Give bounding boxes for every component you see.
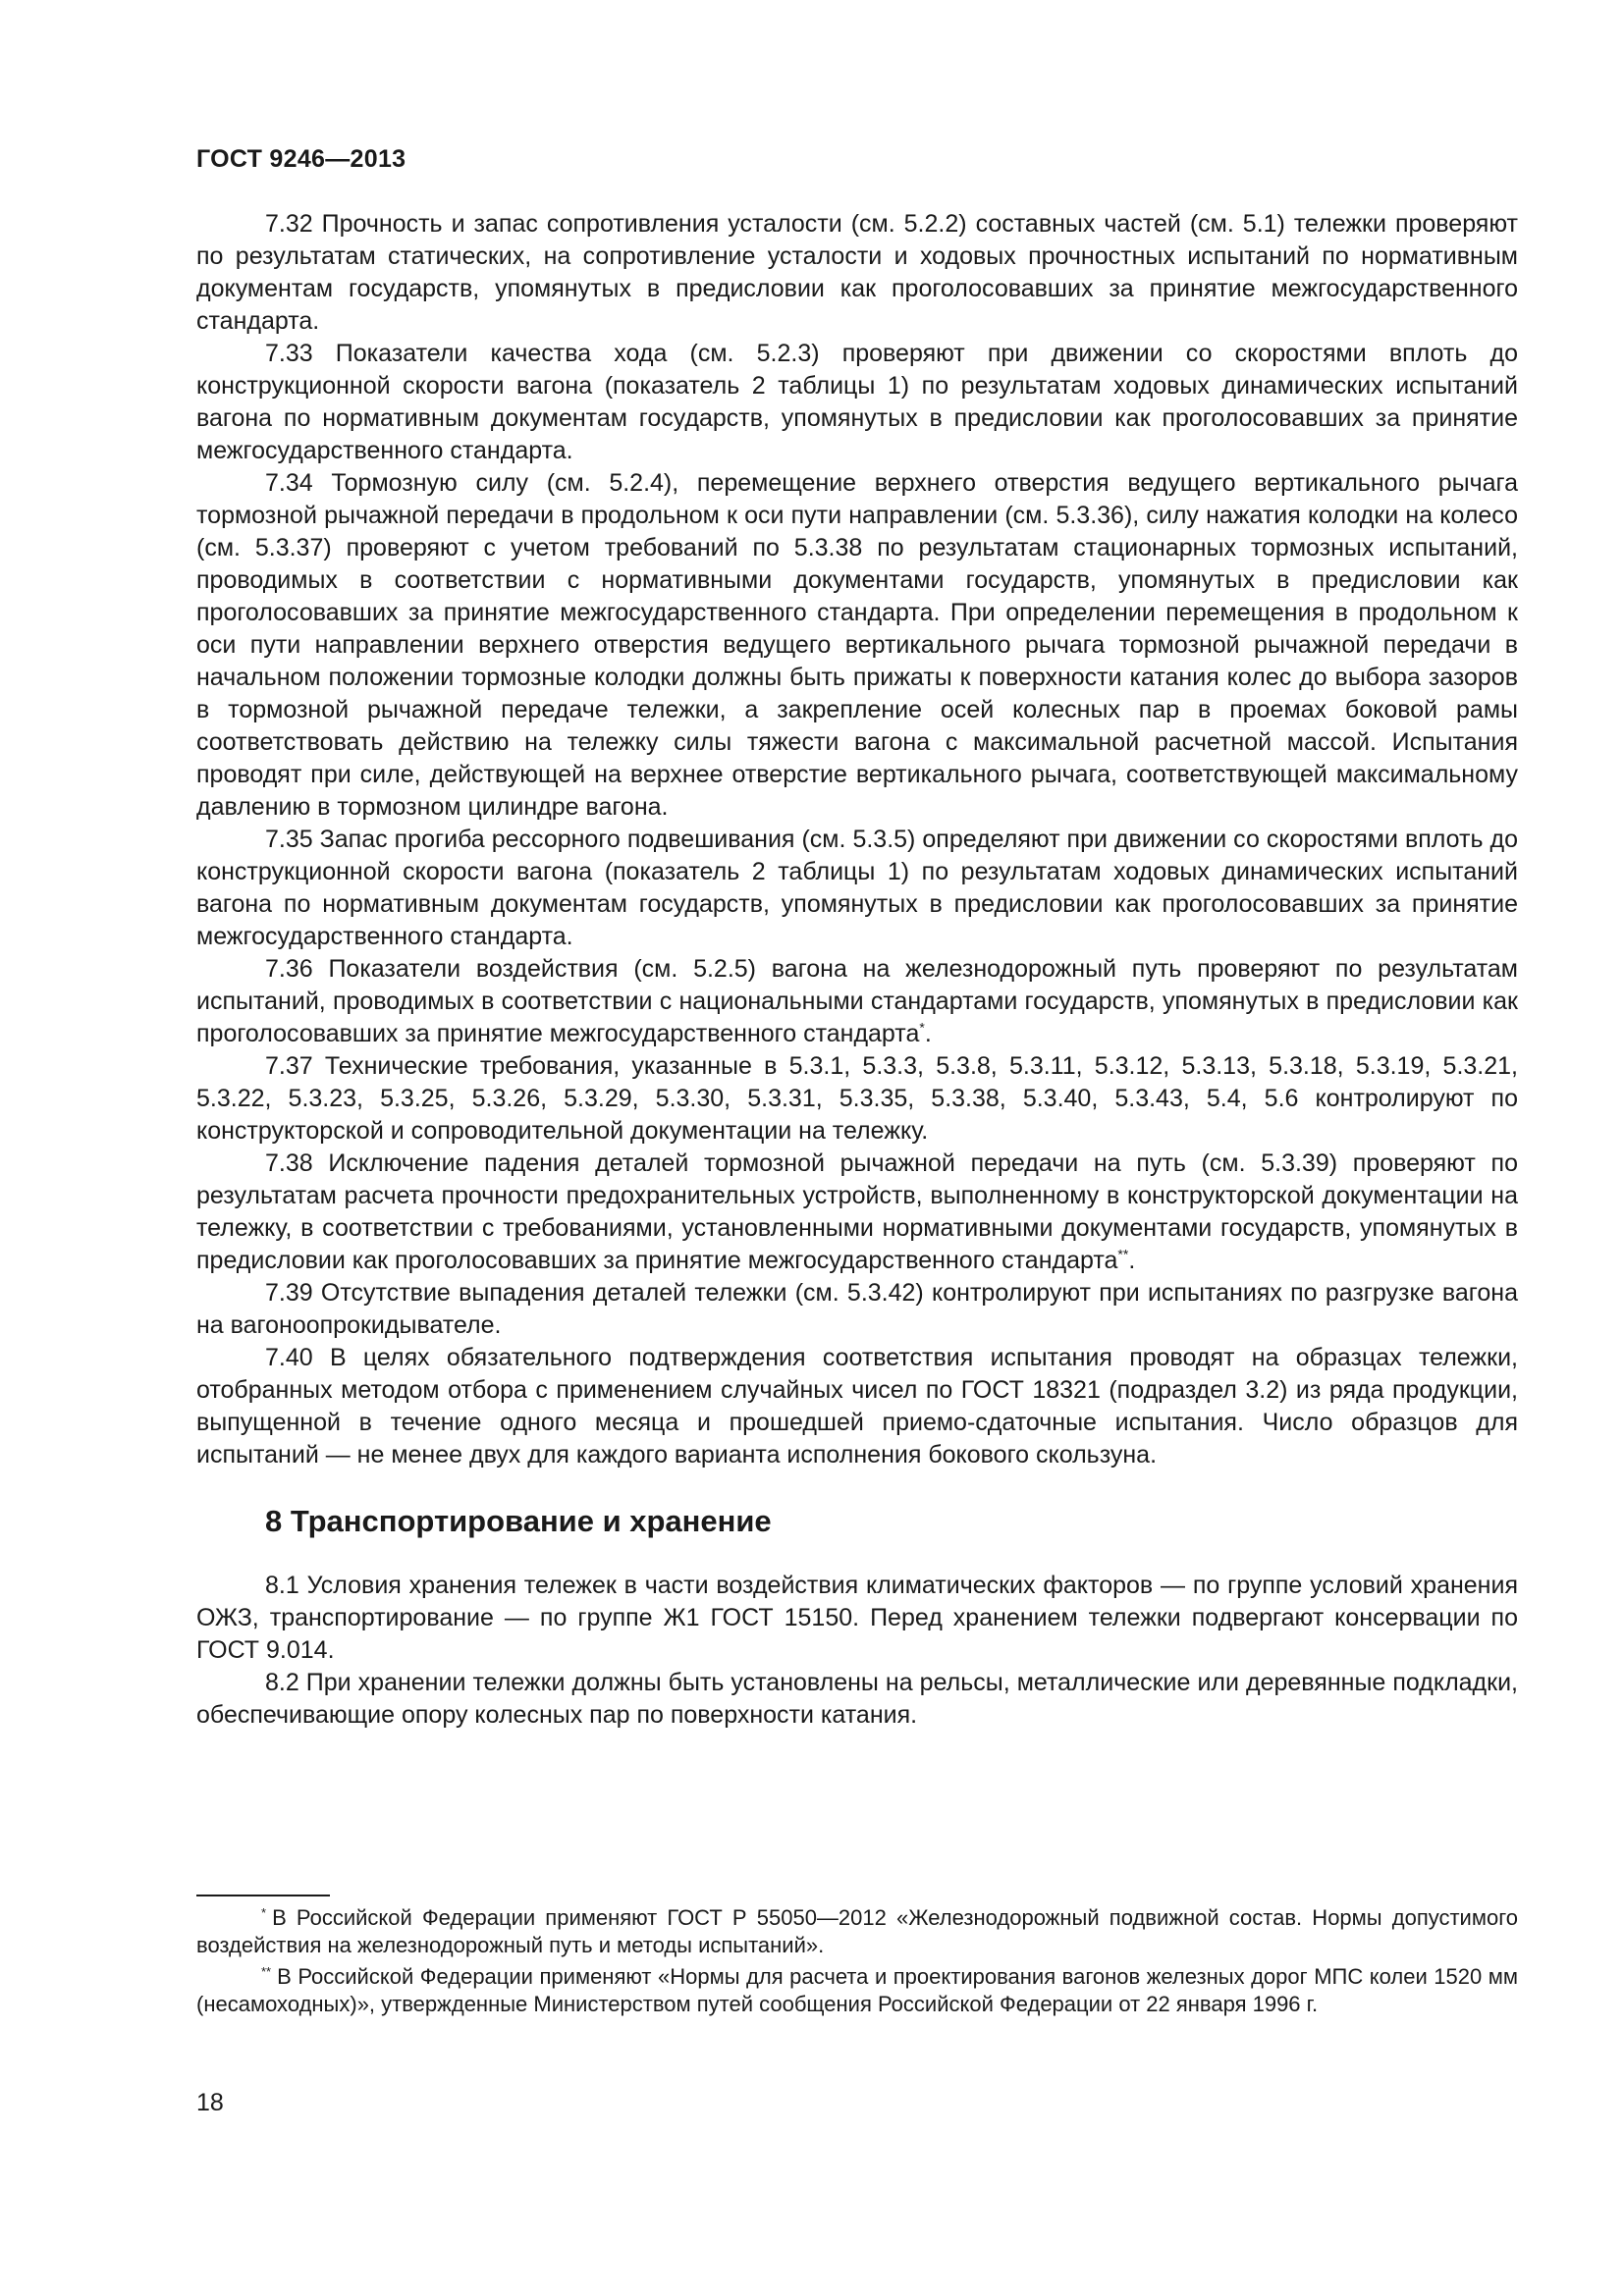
footnote-separator — [196, 1895, 330, 1896]
clause-7-36 — [196, 953, 1518, 1050]
clause-7-32: 7.32 Прочность и запас сопротивления усталости (см. 5.2.2) составных частей (см. 5.1) тележки проверяют по результатам статических, на сопротивление усталости и ходовых прочностных испытаний по нормативным документам государств, упомянутых в предисловии как проголосовавших за принятие межгосударственного стандарта. — [196, 210, 1518, 335]
clause-7-38-text: 7.38 Исключение падения деталей тормозной рычажной передачи на путь (см. 5.3.39) проверяют по результатам расчета прочности предохранительных устройств, выполненному в конструкторской документации на тележку, в соответствии с требованиями, установленными нормативными документами государств, упомянутых в предисловии как проголосовавших за принятие межгосударственного стандарта — [196, 1149, 1518, 1274]
clause-7-33: 7.33 Показатели качества хода (см. 5.2.3) проверяют при движении со скоростями вплоть до конструкционной скорости вагона (показатель 2 таблицы 1) по результатам ходовых динамических испытаний вагона по нормативным документам государств, упомянутых в предисловии как проголосовавших за принятие межгосударственного стандарта. — [196, 340, 1518, 464]
page-number: 18 — [196, 2089, 224, 2116]
footnote-2-mark: ** — [261, 1963, 272, 1979]
footnote-1 — [196, 1904, 1518, 1959]
section-8-heading: 8 Транспортирование и хранение — [265, 1504, 772, 1538]
clause-8-1: 8.1 Условия хранения тележек в части воздействия климатических факторов — по группе условий хранения ОЖЗ, транспортирование — по группе Ж1 ГОСТ 15150. Перед хранением тележки подвергают консервации по ГОСТ 9.014. — [196, 1572, 1518, 1664]
document-body — [196, 208, 1518, 1732]
clause-7-34: 7.34 Тормозную силу (см. 5.2.4), перемещение верхнего отверстия ведущего вертикального рычага тормозной рычажной передачи в продольном к оси пути направлении (см. 5.3.36), силу нажатия колодки на колесо (см. 5.3.37) проверяют с учетом требований по 5.3.38 по результатам стационарных тормозных испытаний, проводимых в соответствии с нормативными документами государств, упомянутых в предисловии как проголосовавших за принятие межгосударственного стандарта. При определении перемещения в продольном к оси пути направлении верхнего отверстия ведущего вертикального рычага тормозной рычажной передачи в начальном положении тормозные колодки должны быть прижаты к поверхности катания колес до выбора зазоров в тормозной рычажной передаче тележки, а закрепление осей колесных пар в проемах боковой рамы соответствовать действию на тележку силы тяжести вагона с максимальной расчетной массой. Испытания проводят при силе, действующей на верхнее отверстие вертикального рычага, соответствующей максимальному давлению в тормозном цилиндре вагона. — [196, 469, 1518, 821]
clause-7-38 — [196, 1148, 1518, 1277]
clause-7-36-text: 7.36 Показатели воздействия (см. 5.2.5) вагона на железнодорожный путь проверяют по результатам испытаний, проводимых в соответствии с национальными стандартами государств, упомянутых в предисловии как проголосовавших за принятие межгосударственного стандарта — [196, 955, 1518, 1047]
clause-7-36-end: . — [924, 1020, 932, 1047]
footnotes-block — [196, 1895, 1518, 2022]
footnote-2-text: В Российской Федерации применяют «Нормы для расчета и проектирования вагонов железных дорог МПС колеи 1520 мм (несамоходных)», утвержденные Министерством путей сообщения Российской Федерации от 22 января 1996 г. — [196, 1964, 1518, 2016]
footnote-1-mark: * — [261, 1904, 267, 1920]
clause-7-40: 7.40 В целях обязательного подтверждения соответствия испытания проводят на образцах тележки, отобранных методом отбора с применением случайных чисел по ГОСТ 18321 (подраздел 3.2) из ряда продукции, выпущенной в течение одного месяца и прошедшей приемо-сдаточные испытания. Число образцов для испытаний — не менее двух для каждого варианта исполнения бокового скользуна. — [196, 1344, 1518, 1468]
clause-7-35: 7.35 Запас прогиба рессорного подвешивания (см. 5.3.5) определяют при движении со скоростями вплоть до конструкционной скорости вагона (показатель 2 таблицы 1) по результатам ходовых динамических испытаний вагона по нормативным документам государств, упомянутых в предисловии как проголосовавших за принятие межгосударственного стандарта. — [196, 826, 1518, 950]
document-code-header: ГОСТ 9246—2013 — [196, 145, 406, 173]
footnote-ref-1[interactable]: * — [919, 1019, 925, 1036]
clause-7-37: 7.37 Технические требования, указанные в 5.3.1, 5.3.3, 5.3.8, 5.3.11, 5.3.12, 5.3.13, 5.3.18, 5.3.19, 5.3.21, 5.3.22, 5.3.23, 5.3.25, 5.3.26, 5.3.29, 5.3.30, 5.3.31, 5.3.35, 5.3.38, 5.3.40, 5.3.43, 5.4, 5.6 контролируют по конструкторской и сопроводительной документации на тележку. — [196, 1052, 1518, 1145]
footnote-1-text: В Российской Федерации применяют ГОСТ Р 55050—2012 «Железнодорожный подвижной состав. Нормы допустимого воздействия на железнодорожный путь и методы испытаний». — [196, 1905, 1518, 1957]
clause-8-2: 8.2 При хранении тележки должны быть установлены на рельсы, металлические или деревянные подкладки, обеспечивающие опору колесных пар по поверхности катания. — [196, 1669, 1518, 1729]
footnote-2 — [196, 1963, 1518, 2018]
clause-7-38-end: . — [1128, 1247, 1136, 1274]
clause-7-39: 7.39 Отсутствие выпадения деталей тележки (см. 5.3.42) контролируют при испытаниях по разгрузке вагона на вагоноопрокидывателе. — [196, 1279, 1518, 1339]
footnote-ref-2[interactable]: ** — [1117, 1246, 1129, 1262]
